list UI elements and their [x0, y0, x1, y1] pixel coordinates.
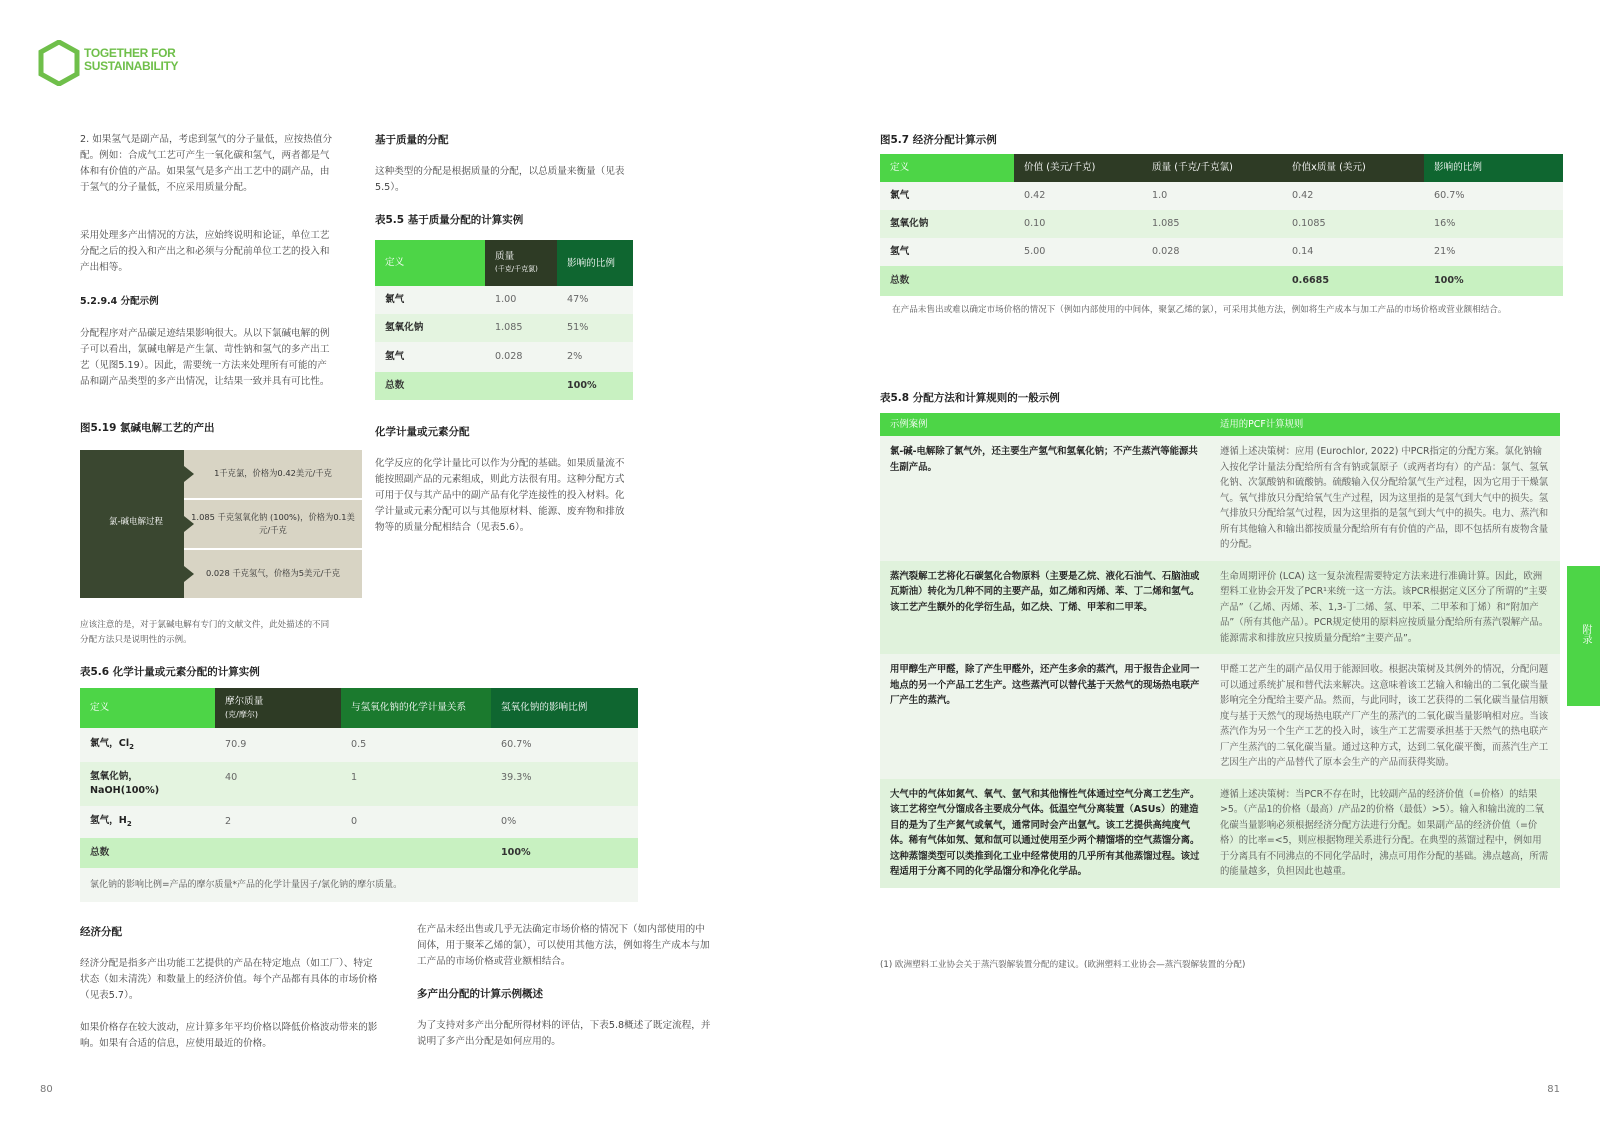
- t58-rule: 遵循上述决策树：当PCR不存在时，比较副产品的经济价值（=价格）的结果>5。（产品1的价格（最高）/产品2的价格（最低）>5）。输入和输出流的二氧化碳当量影响必须根据经济分配方法进行分配。如果副产品的经济价值（=价格）的比率=<5，则应根据物理关系进行分配。在典型的蒸馏过程中，例如用于分离具有不同沸点的不同化学品时，沸点可用作分配的基础。沸点越高，所需的能量越多，负担因此也越重。: [1210, 779, 1560, 888]
- t55-head-mass: [485, 240, 557, 286]
- t57-cell: 0.10: [1014, 210, 1142, 238]
- table-5-8-footnote: (1) 欧洲塑料工业协会关于蒸汽裂解装置分配的建议。(欧洲塑料工业协会—蒸汽裂解装置的分配): [880, 960, 1246, 970]
- figure-output-hydrogen: 0.028 千克氢气，价格为5美元/千克: [184, 550, 362, 598]
- t55-cell: 氢气: [375, 342, 485, 372]
- t57-cell: 氢气: [880, 238, 1014, 266]
- page-number-left: 80: [40, 1084, 53, 1095]
- t56-subscript: 2: [126, 820, 132, 829]
- t55-cell: 2%: [557, 342, 633, 372]
- t57-cell: 0.42: [1282, 182, 1424, 210]
- t56-head-def: 定义: [80, 688, 215, 728]
- t56-cell: 0: [341, 806, 491, 838]
- t55-cell: [485, 372, 557, 400]
- t56-name: 氯气，Cl: [90, 738, 130, 750]
- t57-cell: 100%: [1424, 266, 1563, 296]
- t56-cell: 100%: [491, 838, 638, 868]
- paragraph-economic-1: 经济分配是指多产出功能工艺提供的产品在特定地点（如工厂）、特定状态（如未清洗）和数量上的经济价值。每个产品都有具体的市场价格（见表5.7）。: [80, 958, 378, 1001]
- logo-text: [84, 47, 178, 73]
- t58-cause: 氯-碱-电解除了氯气外，还主要生产氢气和氢氧化钠；不产生蒸汽等能源共生副产品。: [880, 436, 1210, 561]
- t57-head: 影响的比例: [1424, 154, 1563, 182]
- table-5-8: [880, 413, 1560, 888]
- t55-cell: 总数: [375, 372, 485, 400]
- t57-cell: [1014, 266, 1142, 296]
- t56-cell: 40: [215, 762, 341, 806]
- t56-cell: 总数: [80, 838, 215, 868]
- t56-cell: [341, 838, 491, 868]
- logo-line-1: TOGETHER FOR: [84, 46, 176, 60]
- t56-head-share: 氢氧化钠的影响比例: [491, 688, 638, 728]
- page-number-right: 81: [1547, 1084, 1560, 1095]
- t55-head-def: 定义: [375, 240, 485, 286]
- paragraph-example: 分配程序对产品碳足迹结果影响很大。从以下氯碱电解的例子可以看出，氯碱电解是产生氯、苛性钠和氢气的多产出工艺（见图5.19）。因此，需要统一方法来处理所有可能的产品和副产品类型的多产出情况，让结果一致并具有可比性。: [80, 328, 330, 387]
- t57-cell: 氢氧化钠: [880, 210, 1014, 238]
- t56-subscript: 2: [129, 743, 134, 752]
- side-tab-appendix[interactable]: [1567, 566, 1600, 706]
- t57-head: 价值x质量 (美元): [1282, 154, 1424, 182]
- table-row: [375, 342, 633, 372]
- arrow-right-icon: [184, 566, 194, 582]
- t56-cell: 0%: [491, 806, 638, 838]
- paragraph-stoichiometric: 化学反应的化学计量比可以作为分配的基础。如果质量流不能按照副产品的元素组成，则此方法很有用。这种分配方式可用于仅与其产品中的副产品有化学连接性的投入材料。化学计量或元素分配可以与其他原材料、能源、废弃物和排放物等的质量分配相结合（见表5.6）。: [375, 458, 625, 533]
- figure-output-naoh: 1.085 千克氢氧化钠 (100%)，价格为0.1美元/千克: [184, 500, 362, 548]
- t57-head: 质量 (千克/千克氯): [1142, 154, 1282, 182]
- t57-cell: 1.085: [1142, 210, 1282, 238]
- table-row: [880, 238, 1563, 266]
- logo-line-2: SUSTAINABILITY: [84, 59, 179, 73]
- t57-cell: 氯气: [880, 182, 1014, 210]
- t57-cell: 60.7%: [1424, 182, 1563, 210]
- t57-cell: 21%: [1424, 238, 1563, 266]
- t57-cell: 0.1085: [1282, 210, 1424, 238]
- table-5-6: [80, 688, 638, 902]
- t57-cell: 0.6685: [1282, 266, 1424, 296]
- t55-cell: 氯气: [375, 286, 485, 314]
- paragraph-mass: 这种类型的分配是根据质量的分配，以总质量来衡量（见表5.5）。: [375, 166, 625, 193]
- t57-cell: 16%: [1424, 210, 1563, 238]
- t56-cell: 39.3%: [491, 762, 638, 806]
- t55-cell: 0.028: [485, 342, 557, 372]
- table-title-5-5: 表5.5 基于质量分配的计算实例: [375, 214, 524, 226]
- table-row: [880, 182, 1563, 210]
- t55-cell: 氢氧化钠: [375, 314, 485, 342]
- t56-head-molar: [215, 688, 341, 728]
- t57-cell: 0.028: [1142, 238, 1282, 266]
- t58-cause: 用甲醇生产甲醛，除了产生甲醛外，还产生多余的蒸汽，用于报告企业同一地点的另一个产品工艺生产。这些蒸汽可以替代基于天然气的现场热电联产厂产生的蒸汽。: [880, 654, 1210, 779]
- t57-cell: 0.14: [1282, 238, 1424, 266]
- figure-note: 应该注意的是，对于氯碱电解有专门的文献文件，此处描述的不同分配方法只是说明性的示例。: [80, 620, 330, 645]
- t56-cell: [215, 838, 341, 868]
- t58-rule: 生命周期评价 (LCA) 这一复杂流程需要特定方法来进行准确计算。因此，欧洲塑料工业协会开发了PCR¹来统一这一方法。该PCR根据定义区分了所谓的“主要产品”（乙烯、丙烯、苯、1,3-丁二烯、氢、甲苯、二甲苯和丁烯）和“附加产品”（所有其他产品）。PCR规定使用的原料应按质量分配给所有蒸汽裂解产品。能源需求和排放应只按质量分配给“主要产品”。: [1210, 561, 1560, 655]
- t55-head-mass-label: 质量: [495, 251, 515, 262]
- table-row-total: [880, 266, 1563, 296]
- table-row: [375, 314, 633, 342]
- t56-head-molar-label: 摩尔质量: [225, 696, 264, 707]
- table-row: [80, 762, 638, 806]
- paragraph-market: 在产品未经出售或几乎无法确定市场价格的情况下（如内部使用的中间体，用于聚苯乙烯的氯），可以使用其他方法，例如将生产成本与加工产品的市场价格或营业额相结合。: [417, 924, 710, 967]
- heading-mass-allocation: 基于质量的分配: [375, 134, 449, 146]
- figure-title-5-19: 图5.19 氯碱电解工艺的产出: [80, 422, 215, 434]
- hexagon-logo-icon: [38, 40, 80, 86]
- heading-stoichiometric: 化学计量或元素分配: [375, 426, 470, 438]
- t56-cell: [80, 728, 215, 762]
- t56-cell: [80, 806, 215, 838]
- table-note-row: [80, 868, 638, 902]
- table-5-7-note: 在产品未售出或难以确定市场价格的情况下（例如内部使用的中间体，聚氯乙烯的氯），可采用其他方法，例如将生产成本与加工产品的市场价格或营业额相结合。: [892, 305, 1507, 315]
- figure-process-label: 氯-碱电解过程: [108, 517, 164, 527]
- t58-cause: 蒸汽裂解工艺将化石碳氢化合物原料（主要是乙烷、液化石油气、石脑油或瓦斯油）转化为几种不同的主要产品，如乙烯和丙烯、苯、丁二烯和氢气。该工艺产生额外的化学衍生品，如乙炔、丁烯、甲苯和二甲苯。: [880, 561, 1210, 655]
- table-row: [375, 286, 633, 314]
- t58-rule: 甲醛工艺产生的副产品仅用于能源回收。根据决策树及其例外的情况，分配问题可以通过系统扩展和替代法来解决。这意味着该工艺输入和输出的二氧化碳当量影响完全分配给主要产品。然而，与此同时，该工艺获得的二氧化碳当量信用额度与基于天然气的现场热电联产厂产生的蒸汽的二氧化碳当量影响相对应。当该蒸汽作为另一个生产工艺的投入时，该生产工艺需要承担基于天然气的热电联产厂产生蒸汽的二氧化碳当量。通过这种方式，达到二氧化碳平衡，而蒸汽生产工艺因生产出的产品替代了原本会生产的产品而获得奖励。: [1210, 654, 1560, 779]
- t58-head: 适用的PCF计算规则: [1210, 413, 1560, 436]
- t56-cell: 1: [341, 762, 491, 806]
- arrow-right-icon: [184, 466, 194, 482]
- table-row: [880, 210, 1563, 238]
- t57-cell: 5.00: [1014, 238, 1142, 266]
- t55-head-share: 影响的比例: [557, 240, 633, 286]
- table-title-5-8: 表5.8 分配方法和计算规则的一般示例: [880, 392, 1060, 404]
- table-row-total: [80, 838, 638, 868]
- t57-head: 价值 (美元/千克): [1014, 154, 1142, 182]
- t58-rule: 遵循上述决策树：应用 (Eurochlor, 2022) 中PCR指定的分配方案。氯化钠输入按化学计量法分配给所有含有钠或氯原子（或两者均有）的产品：氯气、氢氧化钠、次氯酸钠和硫酸钠。硫酸输入仅分配给氯气生产过程，因为它用于干燥氯气。氧气排放只分配给氧气生产过程，因为这里指的是氢气到大气中的损失。氢气排放只分配给氢气过程，因为这里指的是氢气到大气中的损失。电力、蒸汽和所有其他输入和输出都按质量分配给所有有价值的产品，即不包括所有废物含量的分配。: [1210, 436, 1560, 561]
- table-row: [880, 436, 1560, 561]
- t55-cell: 47%: [557, 286, 633, 314]
- paragraph-economic-2: 如果价格存在较大波动，应计算多年平均价格以降低价格波动带来的影响。如果有合适的信息，应使用最近的价格。: [80, 1022, 378, 1049]
- table-row: [80, 728, 638, 762]
- table-title-5-6: 表5.6 化学计量或元素分配的计算实例: [80, 666, 260, 678]
- t55-cell: 1.00: [485, 286, 557, 314]
- table-5-5: [375, 240, 633, 400]
- t56-note: 氯化钠的影响比例=产品的摩尔质量*产品的化学计量因子/氯化钠的摩尔质量。: [80, 868, 638, 902]
- t55-cell: 100%: [557, 372, 633, 400]
- t57-cell: 0.42: [1014, 182, 1142, 210]
- t55-head-mass-unit: (千克/千克氯): [495, 265, 538, 273]
- t58-cause: 大气中的气体如氮气、氧气、氩气和其他惰性气体通过空气分离工艺生产。该工艺将空气分馏成各主要成分气体。低温空气分离装置（ASUs）的建造目的是为了生产氮气或氧气，通常同时会产出氩气。该工艺提供高纯度气体。稀有气体如氖、氪和氙可以通过使用至少两个精馏塔的空气蒸馏分离。这种蒸馏类型可以类推到化工业中经常使用的几乎所有其他蒸馏过程。该过程适用于分离不同的化学品馏分和净化化学品。: [880, 779, 1210, 888]
- t56-cell: 2: [215, 806, 341, 838]
- table-row-total: [375, 372, 633, 400]
- t56-cell: 60.7%: [491, 728, 638, 762]
- side-tab-label: 附录: [1580, 624, 1591, 644]
- t55-cell: 1.085: [485, 314, 557, 342]
- heading-overview: 多产出分配的计算示例概述: [417, 988, 543, 1000]
- table-5-7: [880, 154, 1563, 296]
- t55-cell: 51%: [557, 314, 633, 342]
- heading-allocation-example: 5.2.9.4 分配示例: [80, 296, 159, 307]
- figure-output-chlorine: 1千克氯，价格为0.42美元/千克: [184, 450, 362, 498]
- t56-head-molar-unit: (克/摩尔): [225, 710, 258, 719]
- table-title-5-7: 图5.7 经济分配计算示例: [880, 134, 997, 146]
- table-row: [880, 654, 1560, 779]
- paragraph-hydrogen: 2. 如果氢气是副产品，考虑到氢气的分子量低，应按热值分配。例如：合成气工艺可产生一氧化碳和氢气，两者都是气体和有价值的产品。如果氢气是多产出工艺中的副产品，由于氢气的分子量低，不应采用质量分配。: [80, 134, 333, 193]
- figure-chlor-alkali: [80, 450, 362, 598]
- t57-cell: [1142, 266, 1282, 296]
- arrow-right-icon: [184, 516, 194, 532]
- t57-cell: 总数: [880, 266, 1014, 296]
- paragraph-overview: 为了支持对多产出分配所得材料的评估，下表5.8概述了既定流程，并说明了多产出分配是如何应用的。: [417, 1020, 711, 1047]
- t56-name: 氢气，H: [90, 815, 127, 827]
- t57-cell: 1.0: [1142, 182, 1282, 210]
- t56-cell: 0.5: [341, 728, 491, 762]
- t58-head: 示例案例: [880, 413, 1210, 436]
- logo: [38, 40, 188, 86]
- table-row: [880, 779, 1560, 888]
- heading-economic: 经济分配: [80, 926, 122, 938]
- t56-head-rel: 与氢氧化钠的化学计量关系: [341, 688, 491, 728]
- table-row: [880, 561, 1560, 655]
- table-row: [80, 806, 638, 838]
- t56-cell: 70.9: [215, 728, 341, 762]
- paragraph-method: 采用处理多产出情况的方法，应始终说明和论证，单位工艺分配之后的投入和产出之和必须与分配前单位工艺的投入和产出相等。: [80, 230, 330, 273]
- t57-head: 定义: [880, 154, 1014, 182]
- t56-cell: 氢氧化钠，NaOH(100%): [80, 762, 215, 806]
